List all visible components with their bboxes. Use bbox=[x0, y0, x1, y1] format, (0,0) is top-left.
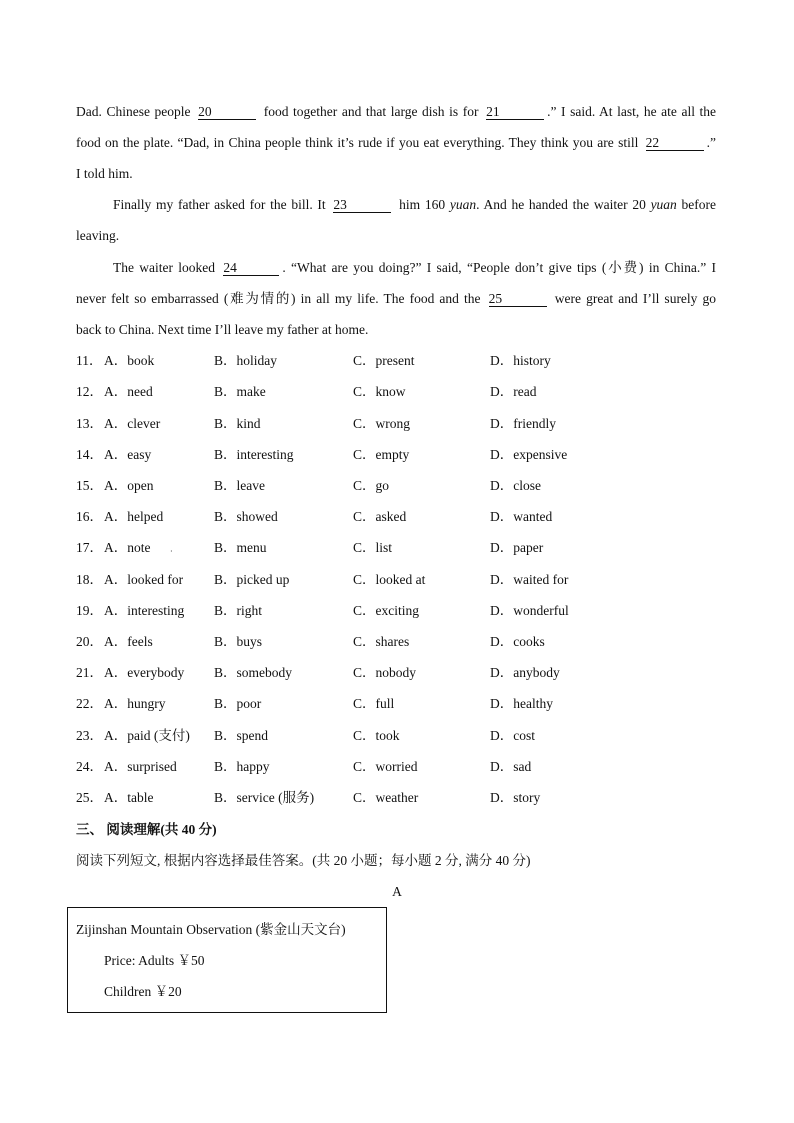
option-d[interactable]: D．expensive bbox=[490, 447, 568, 462]
option-a[interactable]: A．easy bbox=[104, 447, 152, 462]
option-b[interactable]: B．poor bbox=[214, 696, 262, 711]
option-d[interactable]: D．history bbox=[490, 353, 551, 368]
option-b[interactable]: B．picked up bbox=[214, 572, 290, 587]
passage-p2-line1: Finally my father asked for the bill. It 23 him 160 yuan. And he handed the waiter 20 yuan before bbox=[113, 197, 717, 212]
option-d[interactable]: D．healthy bbox=[490, 696, 553, 711]
passage-p2-line2: leaving. bbox=[76, 228, 120, 243]
option-c[interactable]: C．exciting bbox=[353, 603, 419, 618]
option-c[interactable]: C．nobody bbox=[353, 665, 417, 680]
passage-p3-line3: back to China. Next time I’ll leave my father at home. bbox=[76, 322, 369, 337]
section-instruction: 阅读下列短文, 根据内容选择最佳答案。(共 20 小题；每小题 2 分, 满分 40 分) bbox=[76, 853, 531, 868]
option-d[interactable]: D．waited for bbox=[490, 572, 569, 587]
passage-p1-line1: Dad. Chinese people 20 food together and that large dish is for 21 .” I said. At last, he ate all the bbox=[76, 104, 717, 119]
question-number: 18． bbox=[76, 572, 103, 587]
option-c[interactable]: C．full bbox=[353, 696, 395, 711]
option-b[interactable]: B．service (服务) bbox=[214, 790, 315, 805]
question-number: 24． bbox=[76, 759, 103, 774]
option-c[interactable]: C．go bbox=[353, 478, 390, 493]
blank-22[interactable]: 22 bbox=[646, 135, 704, 151]
option-c[interactable]: C．wrong bbox=[353, 416, 410, 431]
option-d[interactable]: D．cooks bbox=[490, 634, 545, 649]
option-b[interactable]: B．somebody bbox=[214, 665, 293, 680]
option-b[interactable]: B．leave bbox=[214, 478, 265, 493]
question-number: 11． bbox=[76, 353, 103, 368]
option-b[interactable]: B．interesting bbox=[214, 447, 294, 462]
blank-20[interactable]: 20 bbox=[198, 104, 256, 120]
option-c[interactable]: C．worried bbox=[353, 759, 418, 774]
option-d[interactable]: D．cost bbox=[490, 728, 535, 743]
price-adults: Price: Adults ￥50 bbox=[104, 953, 205, 968]
option-b[interactable]: B．spend bbox=[214, 728, 268, 743]
question-number: 15． bbox=[76, 478, 103, 493]
option-d[interactable]: D．paper bbox=[490, 540, 544, 555]
option-a[interactable]: A．surprised bbox=[104, 759, 177, 774]
question-number: 17． bbox=[76, 540, 103, 555]
option-a[interactable]: A．book bbox=[104, 353, 155, 368]
option-d[interactable]: D．wonderful bbox=[490, 603, 569, 618]
option-c[interactable]: C．empty bbox=[353, 447, 410, 462]
option-a[interactable]: A．need bbox=[104, 384, 153, 399]
option-a[interactable]: A．hungry bbox=[104, 696, 166, 711]
passage-p3-line2: never felt so embarrassed (难为情的) in all my life. The food and the 25 were great and I’ll surely go bbox=[76, 291, 717, 306]
question-number: 21． bbox=[76, 665, 103, 680]
passage-p1-line2: food on the plate. “Dad, in China people think it’s rude if you eat everything. They think you are still 22 .” bbox=[76, 135, 716, 150]
blank-24[interactable]: 24 bbox=[223, 260, 279, 276]
option-b[interactable]: B．make bbox=[214, 384, 266, 399]
option-a[interactable]: A．note bbox=[104, 540, 151, 555]
option-d[interactable]: D．read bbox=[490, 384, 537, 399]
option-b[interactable]: B．happy bbox=[214, 759, 270, 774]
passage-p3-line1: The waiter looked 24 . “What are you doing?” I said, “People don’t give tips (小费) in China.” I bbox=[113, 260, 716, 275]
question-number: 25． bbox=[76, 790, 103, 805]
question-number: 20． bbox=[76, 634, 103, 649]
question-number: 14． bbox=[76, 447, 103, 462]
option-b[interactable]: B．showed bbox=[214, 509, 278, 524]
blank-23[interactable]: 23 bbox=[333, 197, 391, 213]
option-a[interactable]: A．open bbox=[104, 478, 154, 493]
option-d[interactable]: D．story bbox=[490, 790, 541, 805]
option-a[interactable]: A．table bbox=[104, 790, 154, 805]
option-b[interactable]: B．holiday bbox=[214, 353, 277, 368]
blank-25[interactable]: 25 bbox=[489, 291, 547, 307]
option-c[interactable]: C．weather bbox=[353, 790, 419, 805]
option-d[interactable]: D．friendly bbox=[490, 416, 556, 431]
option-b[interactable]: B．menu bbox=[214, 540, 267, 555]
option-a[interactable]: A．feels bbox=[104, 634, 153, 649]
question-number: 16． bbox=[76, 509, 103, 524]
option-a[interactable]: A．looked for bbox=[104, 572, 184, 587]
question-number: 22． bbox=[76, 696, 103, 711]
option-d[interactable]: D．anybody bbox=[490, 665, 560, 680]
info-box-title: Zijinshan Mountain Observation (紫金山天文台) bbox=[76, 922, 346, 937]
option-c[interactable]: C．present bbox=[353, 353, 415, 368]
price-children: Children ￥20 bbox=[104, 984, 182, 999]
option-a[interactable]: A．everybody bbox=[104, 665, 185, 680]
option-d[interactable]: D．close bbox=[490, 478, 541, 493]
question-number: 13． bbox=[76, 416, 103, 431]
stray-dot: · bbox=[170, 547, 173, 556]
info-box bbox=[67, 907, 387, 1013]
question-number: 19． bbox=[76, 603, 103, 618]
question-number: 23． bbox=[76, 728, 103, 743]
option-d[interactable]: D．sad bbox=[490, 759, 532, 774]
option-b[interactable]: B．right bbox=[214, 603, 263, 618]
option-c[interactable]: C．took bbox=[353, 728, 400, 743]
passage-label: A bbox=[392, 884, 402, 899]
option-c[interactable]: C．looked at bbox=[353, 572, 426, 587]
question-number: 12． bbox=[76, 384, 103, 399]
option-c[interactable]: C．shares bbox=[353, 634, 410, 649]
section-title: 三、 阅读理解(共 40 分) bbox=[76, 822, 217, 837]
option-a[interactable]: A．clever bbox=[104, 416, 161, 431]
option-d[interactable]: D．wanted bbox=[490, 509, 553, 524]
blank-21[interactable]: 21 bbox=[486, 104, 544, 120]
option-a[interactable]: A．interesting bbox=[104, 603, 185, 618]
passage-p1-line3: I told him. bbox=[76, 166, 133, 181]
option-b[interactable]: B．kind bbox=[214, 416, 261, 431]
option-a[interactable]: A．paid (支付) bbox=[104, 728, 190, 743]
option-c[interactable]: C．know bbox=[353, 384, 406, 399]
option-a[interactable]: A．helped bbox=[104, 509, 164, 524]
option-c[interactable]: C．list bbox=[353, 540, 393, 555]
option-c[interactable]: C．asked bbox=[353, 509, 407, 524]
option-b[interactable]: B．buys bbox=[214, 634, 263, 649]
